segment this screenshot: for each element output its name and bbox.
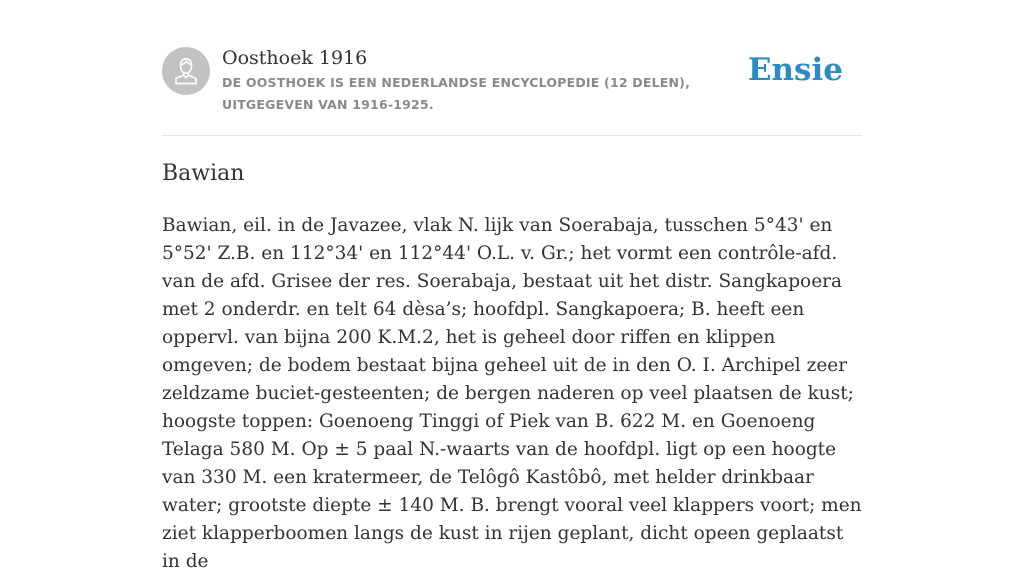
- article-title: Bawian: [162, 161, 245, 186]
- article-body: Bawian, eil. in de Javazee, vlak N. lijk van Soerabaja, tusschen 5°43' en 5°52' Z.B. en 112°34' en 112°44' O.L. v. Gr.; het vormt een contrôle-afd. van de afd. Grisee der res. Soerabaja, bestaat uit het distr. Sangkapoera met 2 onderdr. en telt 64 dèsa’s; hoofdpl. Sangkapoera; B. heeft een oppervl. van bijna 200 K.M.2, het is geheel door riffen en klippen omgeven; de bodem bestaat bijna geheel uit de in den O. I. Archipel zeer zeldzame buciet-gesteenten; de bergen naderen op veel plaatsen de kust; hoogste toppen: Goenoeng Tinggi of Piek van B. 622 M. en Goenoeng Telaga 580 M. Op ± 5 paal N.-waarts van de hoofdpl. ligt op een hoogte van 330 M. een kratermeer, de Telôgô Kastôbô, met helder drinkbaar water; grootste diepte ± 140 M. B. brengt vooral veel klappers voort; men ziet klapperboomen langs de kust in rijen geplant, dicht opeen geplaatst in de: [162, 215, 862, 572]
- source-header: [162, 46, 862, 136]
- user-icon[interactable]: [162, 47, 210, 95]
- header-divider: [162, 135, 862, 136]
- source-description: DE OOSTHOEK IS EEN NEDERLANDSE ENCYCLOPEDIE (12 DELEN), UITGEGEVEN VAN 1916-1925.: [222, 75, 691, 112]
- brand-logo-link[interactable]: Ensie: [747, 52, 843, 88]
- source-title[interactable]: Oosthoek 1916: [222, 47, 368, 69]
